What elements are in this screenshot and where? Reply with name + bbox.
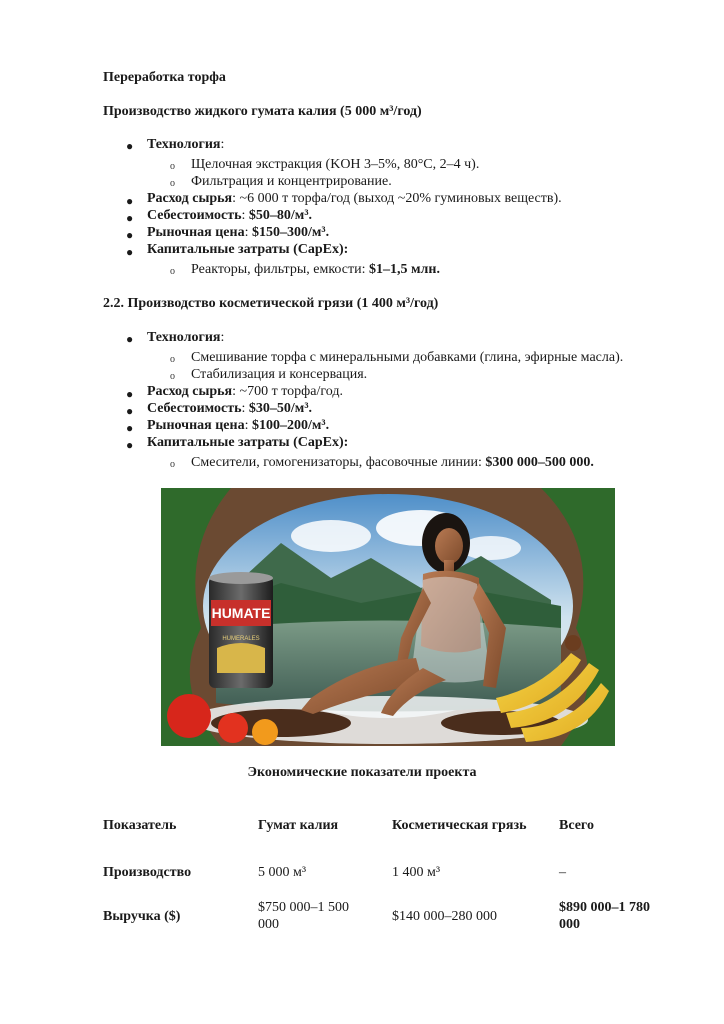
section1-tech-item-2: Фильтрация и концентрирование.	[191, 174, 392, 189]
section2-capex-item: Смесители, гомогенизаторы, фасовочные линии: $300 000–500 000.	[191, 455, 594, 470]
section2-capex: Капитальные затраты (CapEx):	[147, 435, 349, 450]
tech-label: Технология	[147, 330, 221, 345]
table-cell: Производство	[103, 864, 192, 880]
bullet-circle: o	[170, 178, 175, 189]
tech-label: Технология	[147, 137, 221, 152]
section1-capex: Капитальные затраты (CapEx):	[147, 242, 349, 257]
tomato	[218, 713, 248, 743]
section2-tech-item-2: Стабилизация и консервация.	[191, 367, 368, 382]
table-cell: –	[559, 864, 566, 880]
bullet-dot: ●	[126, 421, 134, 435]
section2-raw: Расход сырья: ~700 т торфа/год.	[147, 384, 343, 399]
bullet-dot: ●	[126, 332, 134, 346]
table-cell: $140 000–280 000	[392, 908, 497, 924]
header-cell: Показатель	[103, 817, 177, 833]
table-header-row	[103, 800, 669, 850]
bullet-circle: o	[170, 354, 175, 365]
bullet-dot: ●	[126, 387, 134, 401]
section1-raw: Расход сырья: ~6 000 т торфа/год (выход ~20% гуминовых веществ).	[147, 191, 562, 206]
section2-price: Рыночная цена: $100–200/м³.	[147, 418, 330, 433]
section1-cost: Себестоимость: $50–80/м³.	[147, 208, 313, 223]
bullet-dot: ●	[126, 194, 134, 208]
bullet-dot: ●	[126, 404, 134, 418]
cloud	[291, 520, 371, 552]
bullet-circle: o	[170, 161, 175, 172]
header-cell: Всего	[559, 817, 594, 833]
can-label-art	[217, 643, 265, 673]
section2-cost: Себестоимость: $30–50/м³.	[147, 401, 313, 416]
table-row	[103, 894, 669, 938]
woman-face	[435, 528, 463, 564]
table-cell: 1 400 м³	[392, 864, 441, 880]
can-lid	[209, 572, 273, 584]
can-sub-text: HUMERALES	[222, 636, 260, 642]
bullet-dot: ●	[126, 438, 134, 452]
product-illustration	[161, 488, 615, 746]
coconut	[565, 635, 581, 651]
bullet-dot: ●	[126, 211, 134, 225]
economics-table	[103, 800, 669, 938]
section1-price: Рыночная цена: $150–300/м³.	[147, 225, 330, 240]
table-caption: Экономические показатели проекта	[247, 765, 477, 780]
section1-capex-item: Реакторы, фильтры, емкости: $1–1,5 млн.	[191, 262, 440, 277]
orange	[252, 719, 278, 745]
cloud	[461, 536, 521, 560]
bullet-dot: ●	[126, 245, 134, 259]
bullet-circle: o	[170, 459, 175, 470]
section1-tech: Технология:	[147, 137, 225, 152]
bullet-circle: o	[170, 371, 175, 382]
table-cell: Выручка ($)	[103, 908, 181, 924]
table-cell: $750 000–1 500 000	[258, 900, 349, 932]
tomato	[167, 694, 211, 738]
bullet-dot: ●	[126, 139, 134, 153]
document-heading: Переработка торфа	[103, 70, 226, 85]
section2-tech: Технология:	[147, 330, 225, 345]
bullet-dot: ●	[126, 228, 134, 242]
can-brand-text: HUMATE	[211, 605, 271, 621]
bullet-circle: o	[170, 266, 175, 277]
table-cell: 5 000 м³	[258, 864, 307, 880]
section1-title: Производство жидкого гумата калия (5 000 м³/год)	[103, 104, 422, 119]
header-cell: Гумат калия	[258, 817, 339, 833]
section1-tech-item-1: Щелочная экстракция (KOH 3–5%, 80°C, 2–4 ч).	[191, 157, 480, 172]
table-cell: $890 000–1 780 000	[559, 900, 650, 932]
header-cell: Косметическая грязь	[392, 817, 527, 833]
section2-tech-item-1: Смешивание торфа с минеральными добавками (глина, эфирные масла).	[191, 350, 624, 365]
table-row	[103, 850, 669, 894]
section2-title: 2.2. Производство косметической грязи (1 400 м³/год)	[103, 296, 439, 311]
